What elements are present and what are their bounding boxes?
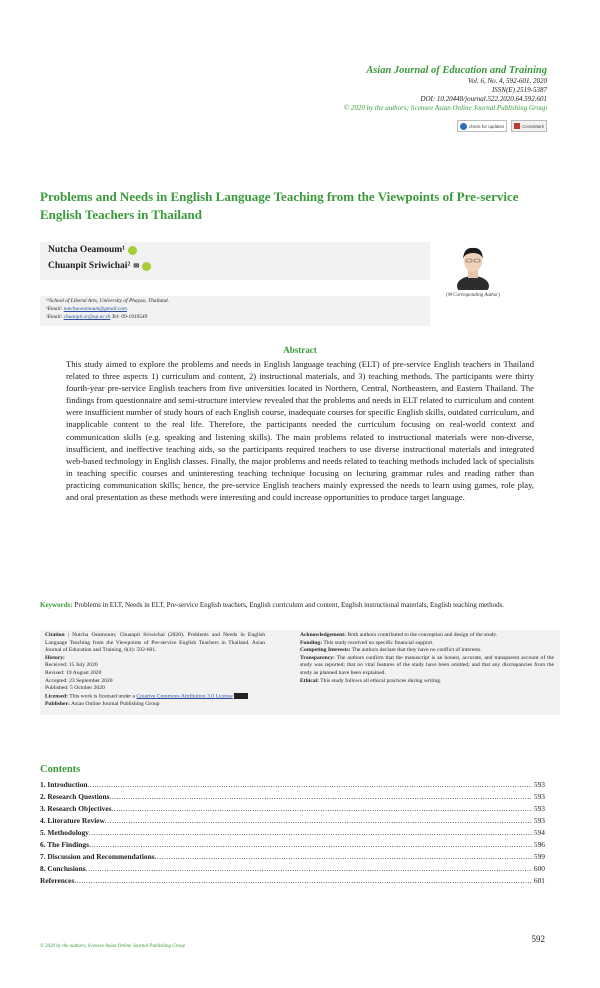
cc-by-icon[interactable]	[234, 693, 248, 699]
author-1: Nutcha Oeamoum¹	[40, 242, 430, 258]
check-for-updates-badge[interactable]: check for updates	[457, 120, 508, 132]
abstract-heading: Abstract	[283, 345, 317, 355]
toc-item[interactable]: 3. Research Objectives ..... 593	[40, 803, 545, 815]
authors-box	[40, 242, 430, 280]
author-photo	[444, 242, 502, 290]
journal-title[interactable]: Asian Journal of Education and Training	[366, 65, 547, 76]
keywords-label: Keywords:	[40, 601, 73, 609]
badges	[457, 120, 547, 132]
update-check-icon	[460, 123, 467, 130]
toc-item[interactable]: 5. Methodology ..... 594	[40, 827, 545, 839]
orcid-icon[interactable]	[142, 262, 151, 271]
contents-heading: Contents	[40, 764, 81, 775]
info-left: Citation | Nutcha Oeamoum; Chuanpit Sriwichai (2020). Problems and Needs in English Language Teaching from the Viewpoints of Pre-service English Teachers in Thailand. Asian Journal of Education and Training, 6(4): 592-601. History: Received: 15 July 2020 Revised: 19 August 2020 Accepted: 23 September 2020 Published: 5 October 2020 Licensed: This work is licensed under a Creative Commons Attribution 3.0 License Publisher: Asian Online Journal Publishing Group	[45, 632, 265, 707]
toc-item[interactable]: 7. Discussion and Recommendations ..... 599	[40, 851, 545, 863]
email-link-1[interactable]: nutchaoeamoum@gmail.com	[63, 306, 127, 312]
article-title: Problems and Needs in English Language Teaching from the Viewpoints of Pre-service English Teachers in Thailand	[40, 189, 519, 222]
crossmark-badge[interactable]: CrossMark	[511, 120, 547, 132]
affiliation-box: ¹²School of Liberal Arts, University of Phayao, Thailand. ¹Email: nutchaoeamoum@gmail.com ²Email: chuanpit.sr@up.ac.th Tel: 09-1919549	[40, 296, 430, 326]
author-2: Chuanpit Sriwichai² ✉	[40, 258, 430, 274]
footer-copyright: © 2020 by the authors; licensee Asian Online Journal Publishing Group	[40, 944, 186, 949]
corresponding-author-caption: (✉ Corresponding Author)	[446, 293, 500, 298]
journal-copyright: © 2020 by the authors; licensee Asian Online Journal Publishing Group	[343, 104, 547, 112]
email-link-2[interactable]: chuanpit.sr@up.ac.th	[63, 314, 111, 320]
page-number: 592	[531, 934, 545, 944]
keywords: Keywords: Problems in ELT, Needs in ELT, Pre-service English teachers, English curriculum and content, English instructional materials, English teaching methods.	[40, 601, 505, 609]
journal-issn: ISSN(E) 2519-5387	[491, 86, 547, 94]
toc-item[interactable]: References ..... 601	[40, 875, 545, 887]
crossmark-icon	[514, 123, 520, 129]
journal-header	[344, 64, 547, 113]
affiliation-line: ¹²School of Liberal Arts, University of Phayao, Thailand.	[46, 298, 169, 304]
toc-item[interactable]: 4. Literature Review ..... 593	[40, 815, 545, 827]
table-of-contents	[40, 779, 545, 887]
orcid-icon[interactable]	[128, 246, 137, 255]
toc-item[interactable]: 2. Research Questions ..... 593	[40, 791, 545, 803]
journal-doi[interactable]: DOI: 10.20448/journal.522.2020.64.592.601	[420, 95, 547, 103]
license-link[interactable]: Creative Commons Attribution 3.0 License	[136, 693, 233, 700]
envelope-icon[interactable]: ✉	[133, 262, 140, 270]
abstract-body: This study aimed to explore the problems and needs in English language teaching (ELT) of pre-service English teachers in Thailand related to three aspects 1) curriculum and content, 2) instructional materials, and 3) teaching methods. The participants were thirty fourth-year pre-service English teachers from five universities located in Northern, Central, Northeastern, and Eastern Thailand. The findings from questionnaire and semi-structure interview revealed that the problems and needs in ELT related to curriculum and content were insufficient number of study hours of each English course, inadequate courses for specific English skills, outdated curriculum, and inapplicable content to the real life. Therefore, the participants needed the curriculum focusing on real-world context and communication skills (e.g. speaking and listening skills). The main problems related to instructional materials were non-diverse, insufficient, and ineffective teaching aids, so the participants required teachers to use diverse instructional materials and integrated web-based technology in English classes. Finally, the major problems and needs related to teaching methods included lack of specialists in teaching specific courses and uninteresting teaching technique focusing on lecturing grammar rules and reading rather than practicing communication skills; hence, the pre-service English teachers mainly expressed the needs to learn using games, role play, and oral presentation as these methods were interesting and could increase opportunities to produce target language.	[66, 359, 534, 503]
toc-item[interactable]: 6. The Findings ..... 596	[40, 839, 545, 851]
toc-item[interactable]: 8. Conclusions ..... 600	[40, 863, 545, 875]
journal-volume: Vol. 6, No. 4, 592-601, 2020	[468, 77, 547, 85]
toc-item[interactable]: 1. Introduction ..... 593	[40, 779, 545, 791]
info-right: Acknowledgement: Both authors contributed to the conception and design of the study. Funding: This study received no specific financial support. Competing Interests: The authors declare that they have no conflict of interests. Transparency: The authors confirm that the manuscript is an honest, accurate, and transparent account of the study was reported; that no vital features of the study have been omitted; and that any discrepancies from the study as planned have been explained. Ethical: This study follows all ethical practices during writing.	[300, 632, 554, 684]
